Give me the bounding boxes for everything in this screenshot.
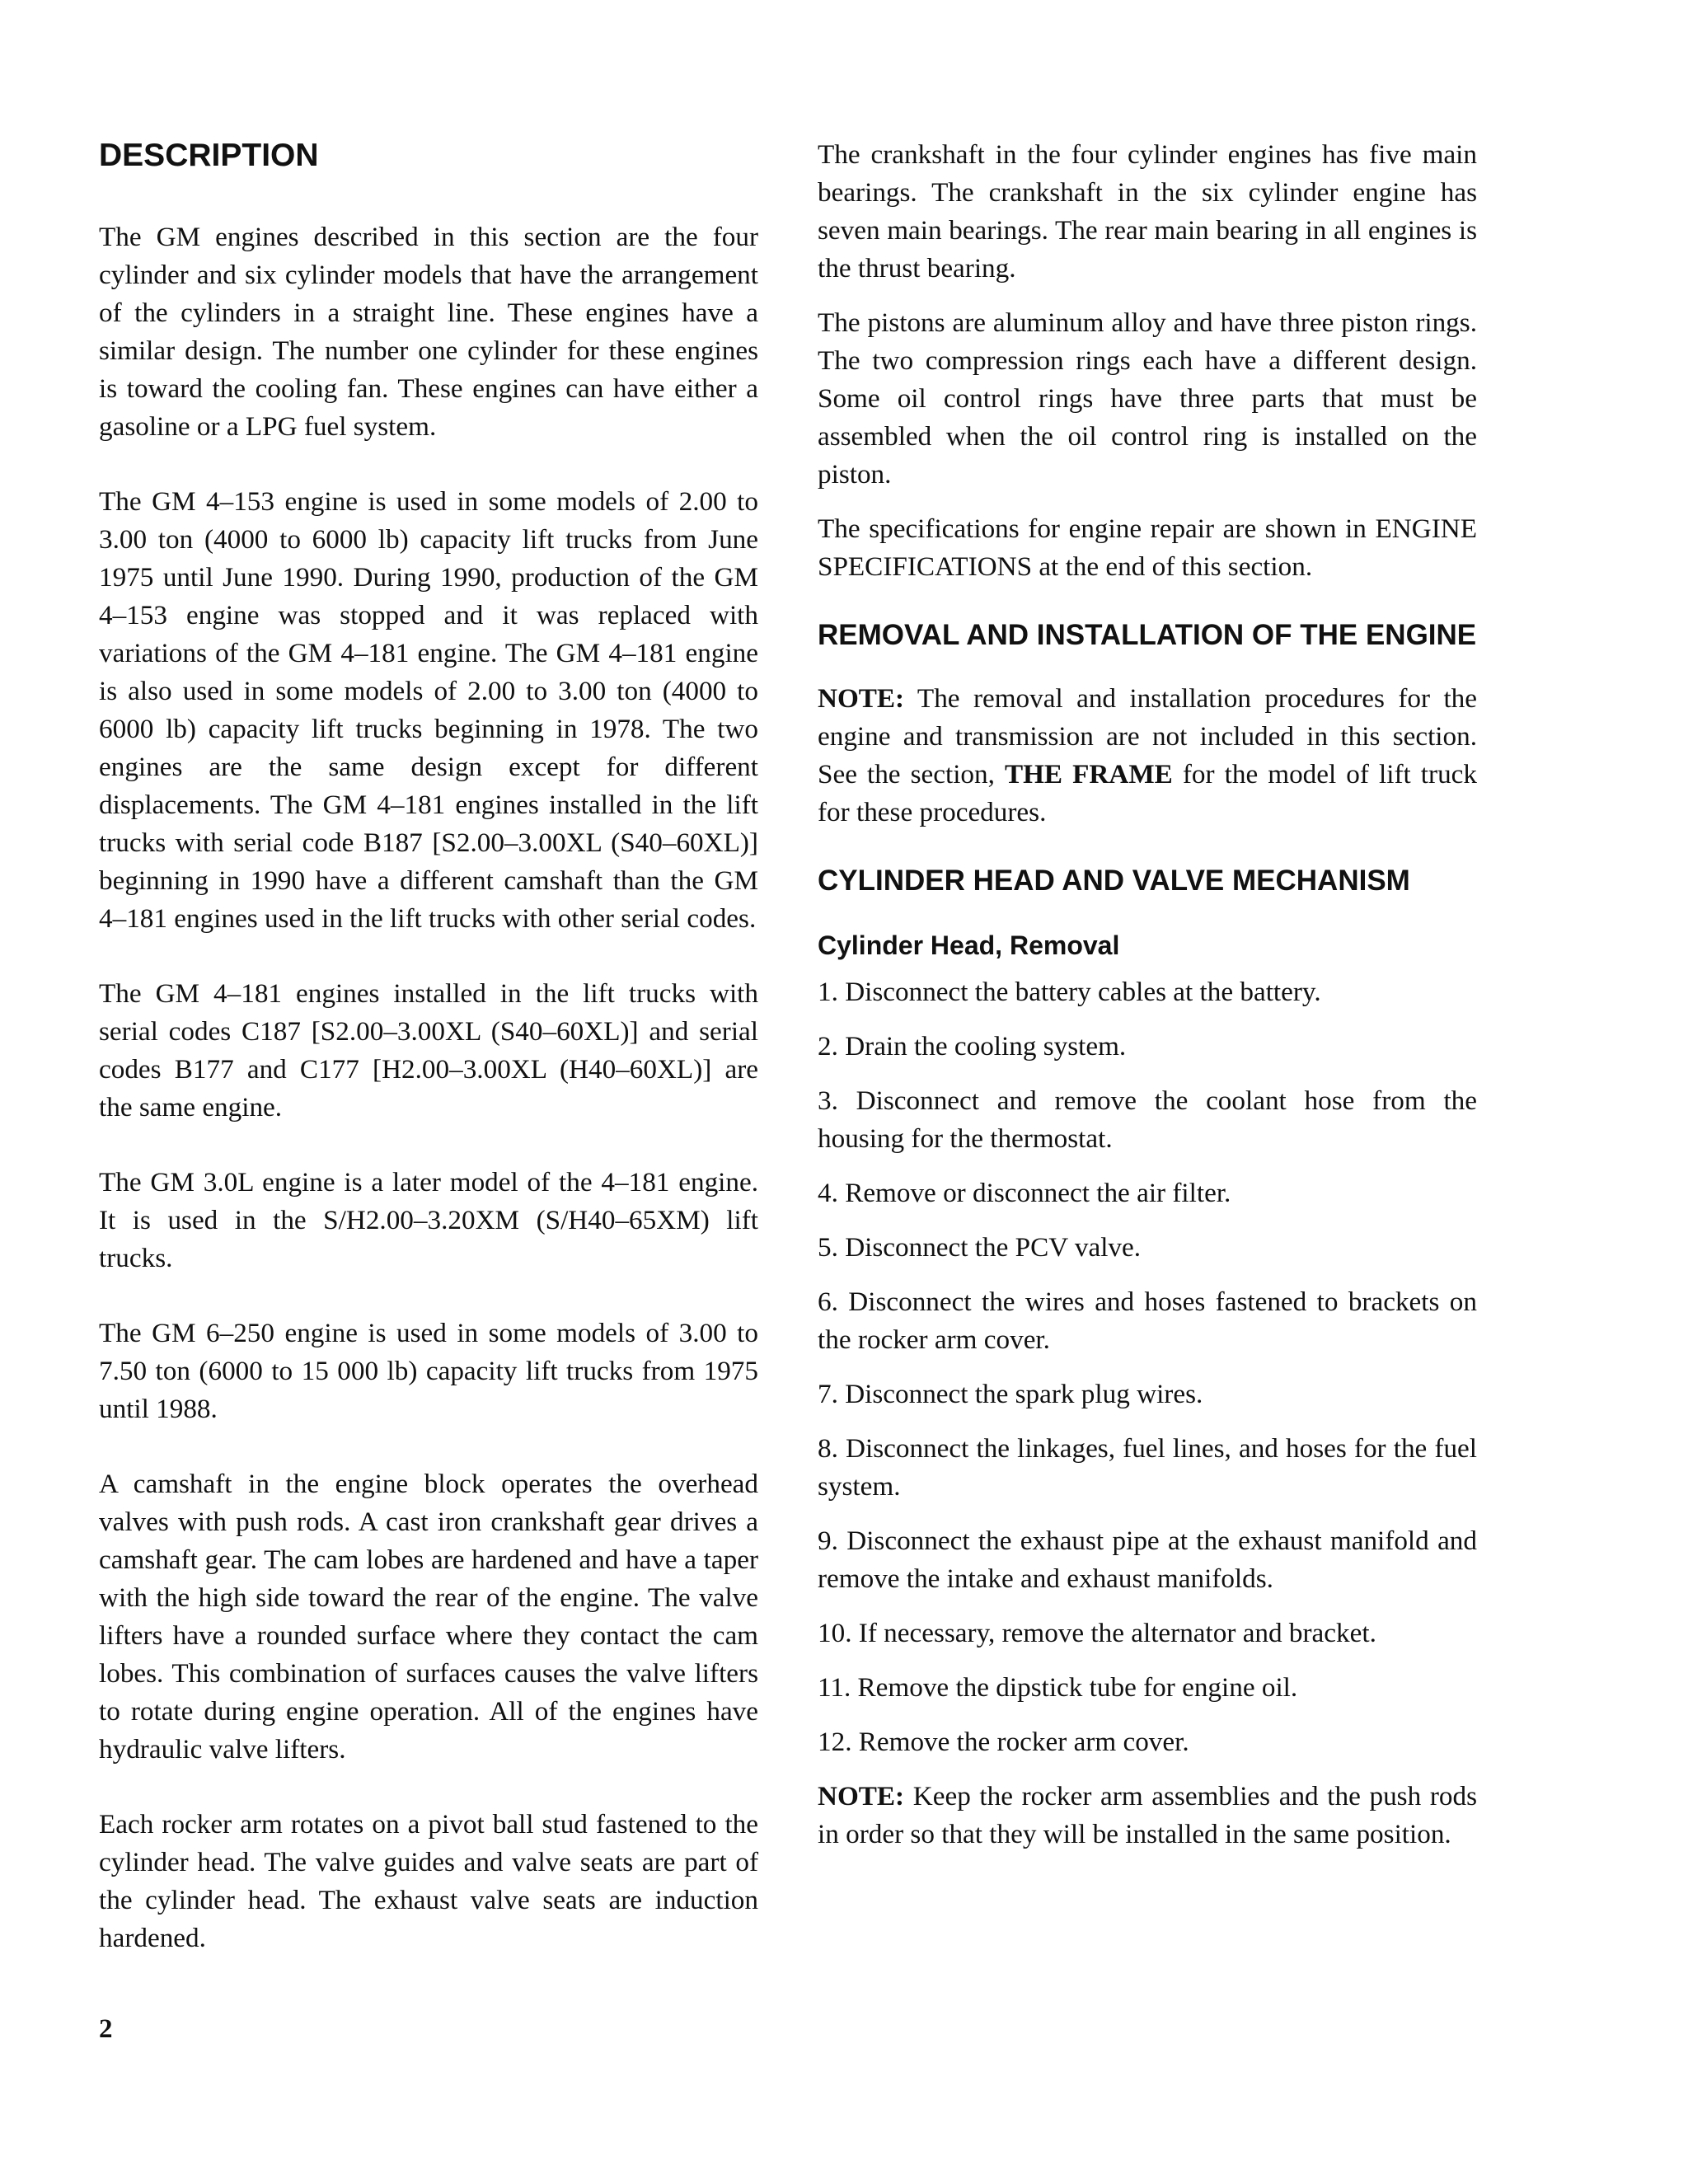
description-paragraph-3: The GM 4–181 engines installed in the lift trucks with serial codes C187 [S2.00–3.00XL (S40–60XL)] and serial codes B177 and C177 [H2.00–3.00XL (H40–60XL)] are the same engine. bbox=[99, 978, 758, 1122]
description-paragraph-6: A camshaft in the engine block operates the overhead valves with push rods. A cast iron crankshaft gear drives a camshaft gear. The cam lobes are hardened and have a taper with the high side toward the rear of the engine. The valve lifters have a rounded surface where they contact the cam lobes. This combination of surfaces causes the valve lifters to rotate during engine operation. All of the engines have hydraulic valve lifters. bbox=[99, 1469, 758, 1765]
pistons-paragraph: The pistons are aluminum alloy and have three piston rings. The two compression rings each have a different design. Some oil control rings have three parts that must be assembled when the oil control ring is installed on the piston. bbox=[818, 307, 1477, 490]
crankshaft-paragraph: The crankshaft in the four cylinder engines has five main bearings. The crankshaft in the six cylinder engine has seven main bearings. The rear main bearing in all engines is the thrust bearing. bbox=[818, 139, 1477, 284]
note-text: Keep the rocker arm assemblies and the push rods in order so that they will be installed in the same position. bbox=[818, 1781, 1477, 1849]
step-item: 2. Drain the cooling system. bbox=[818, 1031, 1127, 1062]
step-item: 3. Disconnect and remove the coolant hose from the housing for the thermostat. bbox=[818, 1085, 1477, 1154]
step-item: 8. Disconnect the linkages, fuel lines, and hoses for the fuel system. bbox=[818, 1433, 1477, 1502]
note-text-after: for the model of lift truck for these procedures. bbox=[818, 759, 1477, 827]
rocker-arm-note bbox=[818, 1778, 1477, 1854]
removal-installation-heading: REMOVAL AND INSTALLATION OF THE ENGINE bbox=[818, 619, 1477, 651]
description-paragraph-5: The GM 6–250 engine is used in some models of 3.00 to 7.50 ton (6000 to 15 000 lb) capacity lift trucks from 1975 until 1988. bbox=[99, 1318, 758, 1424]
description-paragraph-2: The GM 4–153 engine is used in some models of 2.00 to 3.00 ton (4000 to 6000 lb) capacity lift trucks from June 1975 until June 1990. During 1990, production of the GM 4–153 engine was stopped and it was replaced with variations of the GM 4–181 engine. The GM 4–181 engine is also used in some models of 2.00 to 3.00 ton (4000 to 6000 lb) capacity lift trucks beginning in 1978. The two engines are the same design except for different displacements. The GM 4–181 engines installed in the lift trucks with serial code B187 [S2.00–3.00XL (S40–60XL)] beginning in 1990 have a different camshaft than the GM 4–181 engines used in the lift trucks with other serial codes. bbox=[99, 486, 758, 934]
cylinder-head-removal-subheading: Cylinder Head, Removal bbox=[818, 930, 1120, 960]
left-column bbox=[99, 136, 758, 1957]
description-paragraph-7: Each rocker arm rotates on a pivot ball stud fastened to the cylinder head. The valve guides and valve seats are part of the cylinder head. The exhaust valve seats are induction hardened. bbox=[99, 1809, 758, 1953]
step-item: 9. Disconnect the exhaust pipe at the exhaust manifold and remove the intake and exhaust manifolds. bbox=[818, 1526, 1477, 1594]
frame-section-reference: THE FRAME bbox=[1004, 759, 1173, 790]
specifications-paragraph: The specifications for engine repair are shown in ENGINE SPECIFICATIONS at the end of this section. bbox=[818, 513, 1477, 582]
note-label: NOTE: bbox=[818, 1781, 905, 1811]
step-item: 11. Remove the dipstick tube for engine oil. bbox=[818, 1672, 1298, 1703]
description-heading: DESCRIPTION bbox=[99, 138, 319, 173]
note-label: NOTE: bbox=[818, 683, 905, 714]
step-item: 7. Disconnect the spark plug wires. bbox=[818, 1379, 1203, 1409]
step-item: 4. Remove or disconnect the air filter. bbox=[818, 1178, 1231, 1208]
step-item: 5. Disconnect the PCV valve. bbox=[818, 1232, 1142, 1263]
step-item: 10. If necessary, remove the alternator and bracket. bbox=[818, 1618, 1376, 1648]
page-number: 2 bbox=[99, 2014, 113, 2044]
description-paragraph-1: The GM engines described in this section are the four cylinder and six cylinder models that have the arrangement of the cylinders in a straight line. These engines have a similar design. The number one cylinder for these engines is toward the cooling fan. These engines can have either a gasoline or a LPG fuel system. bbox=[99, 222, 758, 442]
cylinder-head-valve-heading: CYLINDER HEAD AND VALVE MECHANISM bbox=[818, 865, 1410, 897]
step-item: 6. Disconnect the wires and hoses fastened to brackets on the rocker arm cover. bbox=[818, 1286, 1477, 1355]
right-column bbox=[818, 136, 1477, 1854]
step-item: 12. Remove the rocker arm cover. bbox=[818, 1727, 1189, 1757]
step-item: 1. Disconnect the battery cables at the battery. bbox=[818, 977, 1321, 1007]
removal-note bbox=[818, 680, 1477, 832]
description-paragraph-4: The GM 3.0L engine is a later model of the 4–181 engine. It is used in the S/H2.00–3.20XM (S/H40–65XM) lift trucks. bbox=[99, 1167, 758, 1273]
note-text-before: The removal and installation procedures for the engine and transmission are not included in this section. See the section, bbox=[818, 683, 1477, 790]
